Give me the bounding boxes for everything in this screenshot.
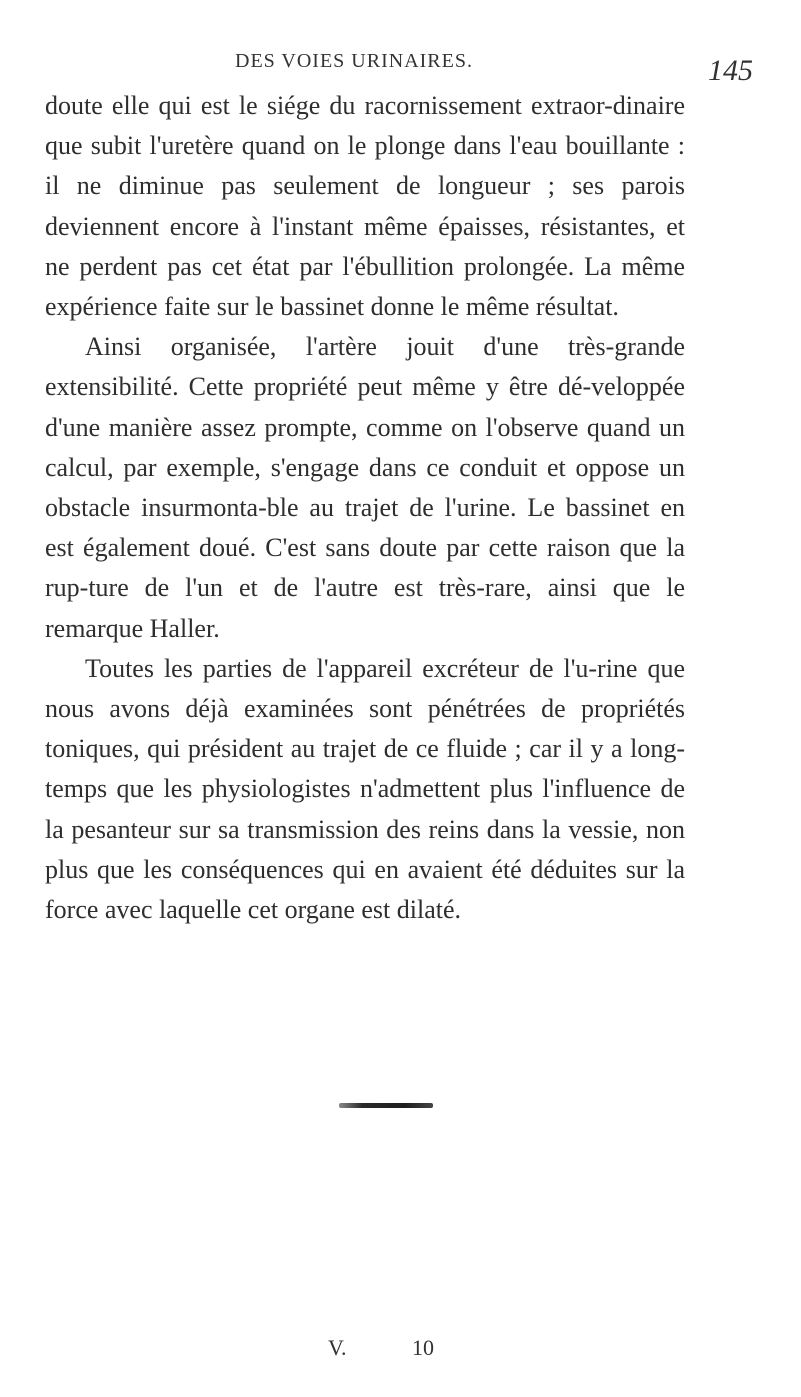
page-number: 145 — [708, 54, 753, 87]
gathering-number: 10 — [412, 1335, 434, 1360]
paragraph-2: Ainsi organisée, l'artère jouit d'une très-grande extensibilité. Cette propriété peut même y être dé-veloppée d'une manière assez prompte, comme on l'observe quand un calcul, par exemple, s'engage dans ce conduit et oppose un obstacle insurmonta-ble au trajet de l'urine. Le bassinet en est également doué. C'est sans doute par cette raison que la rup-ture de l'un et de l'autre est très-rare, ainsi que le remarque Haller. — [45, 332, 685, 643]
end-ornament-rule — [339, 1103, 433, 1108]
signature-mark: V. — [328, 1335, 347, 1360]
paragraph-3: Toutes les parties de l'appareil excréteur de l'u-rine que nous avons déjà examinées sont pénétrées de propriétés toniques, qui président au trajet de ce fluide ; car il y a long-temps que les physiologistes n'admettent plus l'influence de la pesanteur sur sa transmission des reins dans la vessie, non plus que les conséquences qui en avaient été déduites sur la force avec laquelle cet organe est dilaté. — [45, 653, 685, 925]
body-text — [45, 86, 685, 930]
paragraph-1: doute elle qui est le siége du racornissement extraor-dinaire que subit l'uretère quand on le plonge dans l'eau bouillante : il ne diminue pas seulement de longueur ; ses parois deviennent encore à l'instant même épaisses, résistantes, et ne perdent pas cet état par l'ébullition prolongée. La même expérience faite sur le bassinet donne le même résultat. — [45, 91, 685, 322]
running-head: DES VOIES URINAIRES. — [235, 50, 473, 72]
